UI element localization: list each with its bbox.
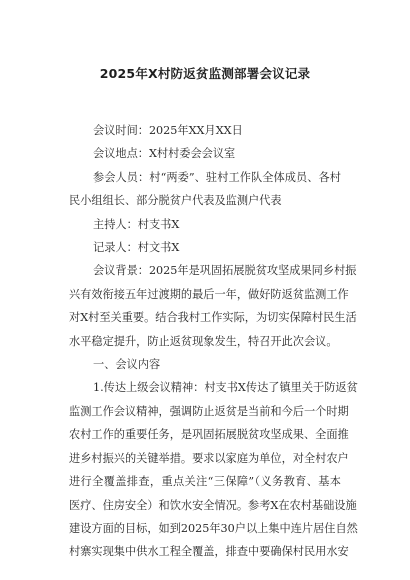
- content-1-line-5: 进行全覆盖排查，重点关注“三保障”（义务教育、基本: [69, 475, 341, 489]
- content-1-line-2: 监测工作会议精神，强调防止返贫是当前和今后一个时期: [69, 404, 349, 418]
- content-1-line-1: 1.传达上级会议精神：村支书X传达了镇里关于防返贫: [93, 381, 358, 395]
- content-1-line-3: 农村工作的重要任务，是巩固拓展脱贫攻坚成果、全面推: [69, 428, 349, 442]
- document-body: [69, 119, 358, 564]
- document-title: 2025年X村防返贫监测部署会议记录: [99, 66, 311, 81]
- background-line-3: 对X村至关重要。结合我村工作实际，为切实保障村民生活: [69, 311, 357, 325]
- content-1-line-7: 建设方面的目标，如到2025年30户以上集中连片居住自然: [69, 521, 358, 535]
- meeting-time: 会议时间：2025年XX月XX日: [93, 124, 243, 137]
- content-1-line-4: 进乡村振兴的关键举措。要求以家庭为单位，对全村农户: [69, 451, 349, 465]
- meeting-place: 会议地点：X村村委会会议室: [93, 147, 236, 161]
- section-heading-meeting-content: 一、会议内容: [93, 358, 161, 372]
- recorder: 记录人：村文书X: [93, 241, 180, 255]
- attendees-line-2: 民小组组长、部分脱贫户代表及监测户代表: [69, 194, 282, 208]
- attendees-line-1: 参会人员：村“两委”、驻村工作队全体成员、各村: [93, 170, 341, 184]
- content-1-line-6: 医疗、住房安全）和饮水安全情况。参考X在农村基础设施: [69, 498, 357, 512]
- background-line-1: 会议背景：2025年是巩固拓展脱贫攻坚成果同乡村振: [93, 264, 357, 278]
- content-1-line-8: 村寨实现集中供水工程全覆盖，排查中要确保村民用水安: [69, 545, 349, 559]
- background-line-2: 兴有效衔接五年过渡期的最后一年，做好防返贫监测工作: [69, 287, 349, 301]
- host: 主持人：村支书X: [93, 217, 180, 231]
- background-line-4: 水平稳定提升，防止返贫现象发生，特召开此次会议。: [69, 334, 338, 348]
